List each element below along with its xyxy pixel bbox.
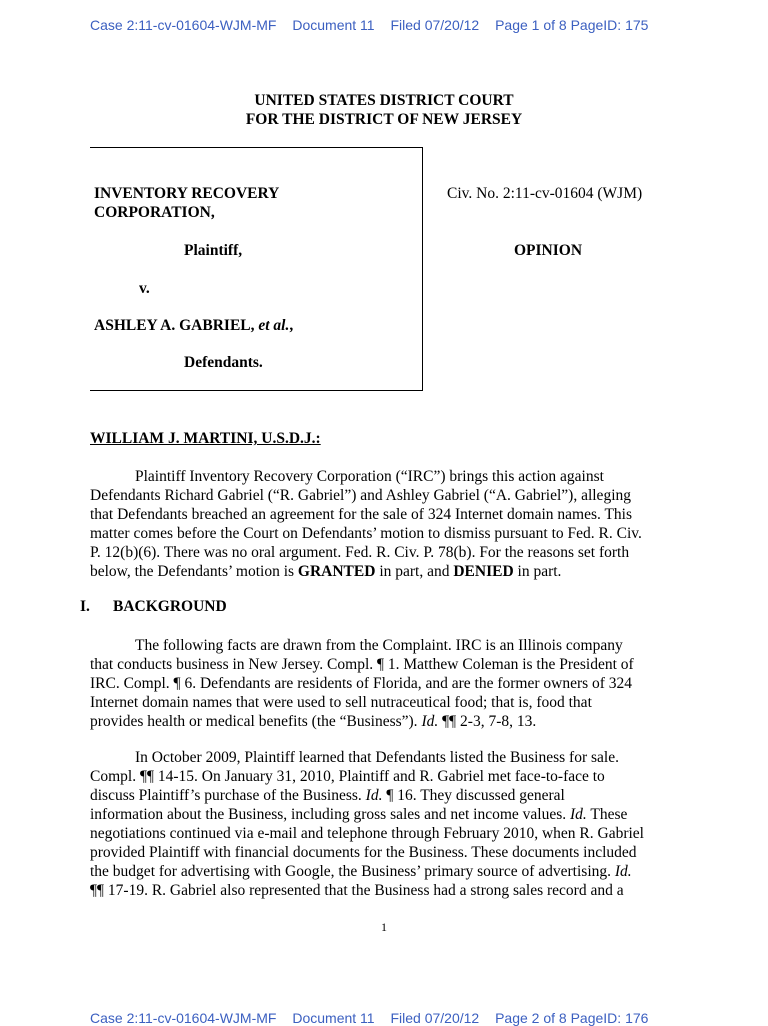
page-number: 1	[381, 920, 387, 934]
intro-line: that Defendants breached an agreement for the sale of 324 Internet domain names. This	[90, 506, 633, 523]
court-line-2: FOR THE DISTRICT OF NEW JERSEY	[245, 111, 523, 128]
defendants-label: Defendants.	[184, 354, 263, 371]
intro-text: below, the Defendants’ motion is	[90, 563, 298, 580]
facts-text: provides health or medical benefits (the “Business”).	[90, 713, 422, 730]
facts-line: that conducts business in New Jersey. Compl. ¶ 1. Matthew Coleman is the President of	[90, 656, 634, 673]
intro-line	[90, 562, 680, 581]
opinion-title: OPINION	[514, 242, 583, 259]
judge-name: WILLIAM J. MARTINI, U.S.D.J.:	[90, 430, 321, 447]
granted-keyword: GRANTED	[297, 563, 376, 580]
history-line: In October 2009, Plaintiff learned that Defendants listed the Business for sale.	[135, 749, 619, 766]
history-line: negotiations continued via e-mail and telephone through February 2010, when R. Gabriel	[90, 825, 644, 842]
history-text: These	[586, 806, 628, 823]
case-number: Case 2:11-cv-01604-WJM-MF	[90, 1010, 277, 1026]
history-line	[90, 862, 680, 881]
case-number: Case 2:11-cv-01604-WJM-MF	[90, 17, 277, 33]
plaintiff-name-line-1: INVENTORY RECOVERY	[94, 185, 280, 202]
case-header	[90, 17, 648, 33]
intro-paragraph	[90, 467, 680, 581]
intro-text: in part.	[513, 563, 562, 580]
page-id: Page 2 of 8 PageID: 176	[495, 1010, 649, 1026]
section-number: I.	[80, 598, 90, 615]
history-text: information about the Business, including gross sales and net income values.	[90, 806, 570, 823]
plaintiff-name-line-2: CORPORATION,	[94, 204, 215, 221]
history-text: the budget for advertising with Google, the Business’ primary source of advertising.	[90, 863, 615, 880]
facts-line: IRC. Compl. ¶ 6. Defendants are residents of Florida, and are the former owners of 324	[90, 675, 633, 692]
facts-line	[90, 712, 680, 731]
denied-keyword: DENIED	[453, 563, 514, 580]
filed-date: Filed 07/20/12	[390, 17, 480, 33]
et-al: et al.	[258, 317, 290, 334]
intro-line: P. 12(b)(6). There was no oral argument. Fed. R. Civ. P. 78(b). For the reasons set forth	[90, 544, 630, 561]
page-id: Page 1 of 8 PageID: 175	[495, 17, 649, 33]
civil-number: Civ. No. 2:11-cv-01604 (WJM)	[447, 185, 643, 202]
facts-text: ¶¶ 2-3, 7-8, 13.	[438, 713, 537, 730]
intro-line: Plaintiff Inventory Recovery Corporation (“IRC”) brings this action against	[135, 468, 604, 485]
history-line: Compl. ¶¶ 14-15. On January 31, 2010, Plaintiff and R. Gabriel met face-to-face to	[90, 768, 605, 785]
court-line-1: UNITED STATES DISTRICT COURT	[254, 92, 514, 109]
history-line: ¶¶ 17-19. R. Gabriel also represented that the Business had a strong sales record and a	[90, 882, 624, 899]
intro-line: Defendants Richard Gabriel (“R. Gabriel”) and Ashley Gabriel (“A. Gabriel”), alleging	[90, 487, 631, 504]
versus: v.	[139, 280, 150, 297]
defendant-name-text: ASHLEY A. GABRIEL,	[94, 317, 255, 334]
history-line: provided Plaintiff with financial documents for the Business. These documents included	[90, 844, 637, 861]
court-title	[0, 91, 768, 129]
history-line	[90, 786, 680, 805]
id-citation: Id.	[421, 713, 439, 730]
facts-line: The following facts are drawn from the Complaint. IRC is an Illinois company	[135, 637, 623, 654]
facts-line: Internet domain names that were used to sell nutraceutical food; that is, food that	[90, 694, 592, 711]
intro-text: in part, and	[375, 563, 454, 580]
plaintiff-name	[94, 184, 279, 222]
id-citation: Id.	[570, 806, 587, 823]
id-citation: Id.	[365, 787, 383, 804]
plaintiff-label: Plaintiff,	[184, 242, 243, 259]
defendant-comma: ,	[289, 317, 294, 334]
history-line	[90, 805, 680, 824]
id-citation: Id.	[614, 863, 632, 880]
filed-date: Filed 07/20/12	[390, 1010, 480, 1026]
defendant-name	[94, 316, 293, 335]
facts-paragraph	[90, 636, 680, 731]
document-number: Document 11	[292, 1010, 375, 1026]
history-paragraph	[90, 748, 680, 900]
intro-line: matter comes before the Court on Defendants’ motion to dismiss pursuant to Fed. R. Civ.	[90, 525, 642, 542]
section-heading	[80, 598, 227, 616]
section-title: BACKGROUND	[113, 598, 227, 615]
history-text: discuss Plaintiff’s purchase of the Business.	[90, 787, 366, 804]
history-text: ¶ 16. They discussed general	[382, 787, 565, 804]
document-number: Document 11	[292, 17, 375, 33]
